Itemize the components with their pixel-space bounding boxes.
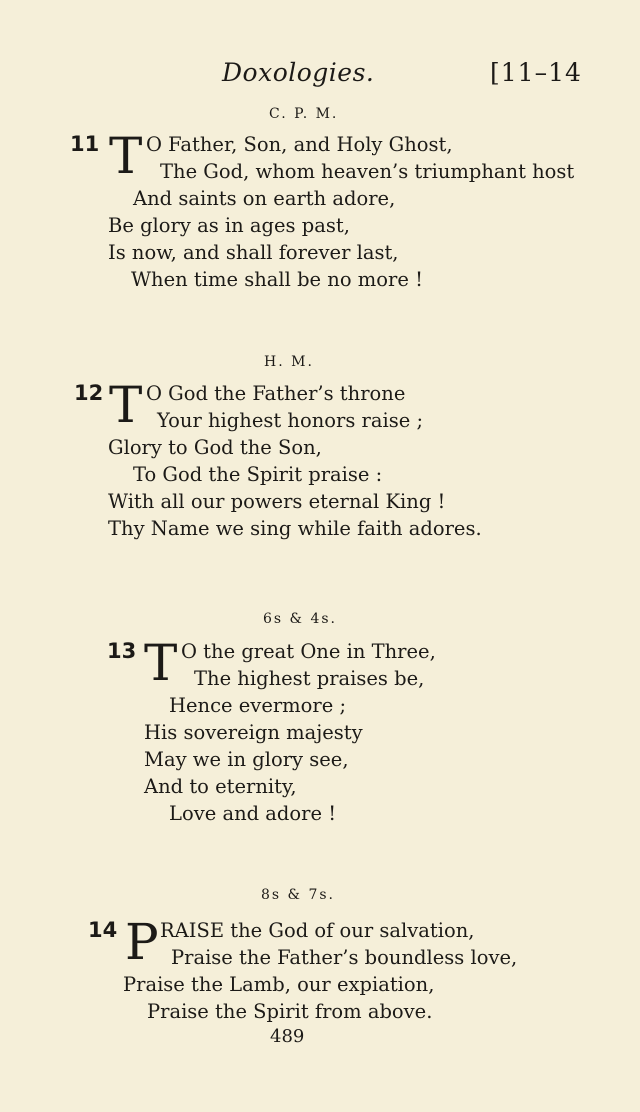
verse-line: Praise the Spirit from above. bbox=[147, 1000, 433, 1023]
verse-line: With all our powers eternal King ! bbox=[108, 490, 446, 513]
meter-label: H. M. bbox=[264, 354, 314, 370]
hymn-number: 13 bbox=[107, 639, 137, 663]
meter-label: C. P. M. bbox=[269, 106, 339, 122]
verse-line: His sovereign majesty bbox=[144, 721, 363, 744]
verse-line: Thy Name we sing while faith adores. bbox=[108, 517, 482, 540]
verse-line: To God the Spirit praise : bbox=[133, 463, 383, 486]
meter-label: 8s & 7s. bbox=[261, 887, 335, 903]
verse-line: The God, whom heaven’s triumphant host bbox=[160, 160, 575, 183]
drop-cap: T bbox=[109, 127, 143, 185]
verse-line: May we in glory see, bbox=[144, 748, 349, 771]
drop-cap: T bbox=[109, 376, 143, 434]
verse-line: Praise the Father’s boundless love, bbox=[171, 946, 518, 969]
verse-line: And to eternity, bbox=[144, 775, 297, 798]
verse-line: O the great One in Three, bbox=[181, 640, 436, 663]
page-number: 489 bbox=[270, 1026, 305, 1047]
verse-line: O God the Father’s throne bbox=[146, 382, 406, 405]
verse-line: Is now, and shall forever last, bbox=[108, 241, 399, 264]
verse-line: RAISE the God of our salvation, bbox=[160, 919, 475, 942]
verse-line: Love and adore ! bbox=[169, 802, 337, 825]
running-title: Doxologies. bbox=[222, 58, 375, 87]
hymn-number: 14 bbox=[88, 918, 118, 942]
drop-cap: P bbox=[125, 913, 159, 971]
verse-line: Praise the Lamb, our expiation, bbox=[123, 973, 435, 996]
verse-line: And saints on earth adore, bbox=[133, 187, 396, 210]
hymn-number: 12 bbox=[74, 381, 104, 405]
hymn-number: 11 bbox=[70, 132, 100, 156]
verse-line: Glory to God the Son, bbox=[108, 436, 322, 459]
hymn-range: [11–14 bbox=[490, 58, 582, 87]
meter-label: 6s & 4s. bbox=[263, 611, 337, 627]
drop-cap: T bbox=[144, 634, 178, 692]
verse-line: Be glory as in ages past, bbox=[108, 214, 350, 237]
verse-line: O Father, Son, and Holy Ghost, bbox=[146, 133, 453, 156]
verse-line: Hence evermore ; bbox=[169, 694, 347, 717]
verse-line: The highest praises be, bbox=[194, 667, 425, 690]
verse-line: When time shall be no more ! bbox=[131, 268, 423, 291]
verse-line: Your highest honors raise ; bbox=[157, 409, 424, 432]
